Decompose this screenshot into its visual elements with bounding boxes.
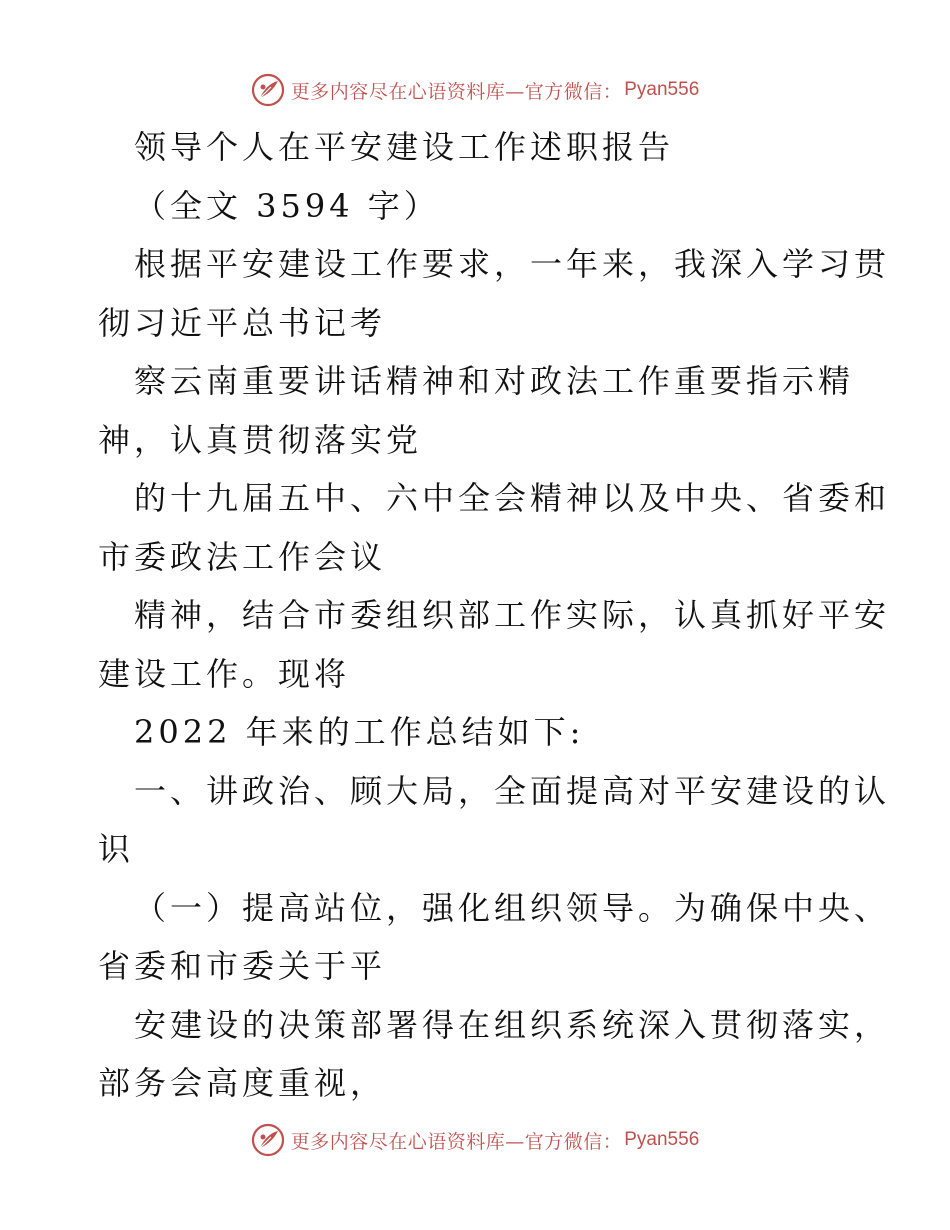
paragraph-line: 根据平安建设工作要求，一年来，我深入学习贯 (134, 245, 891, 283)
paragraph-line: 省委和市委关于平 (98, 947, 387, 985)
header-banner-wechat-id: Pyan556 (624, 79, 700, 100)
paragraph-line: 部务会高度重视， (98, 1064, 387, 1102)
footer-banner-wechat-id: Pyan556 (624, 1129, 700, 1150)
section-heading-continued: 识 (98, 830, 135, 868)
doc-title: 领导个人在平安建设工作述职报告 (134, 128, 675, 166)
feather-pen-logo-icon (251, 73, 285, 107)
document-body (98, 118, 891, 1113)
feather-pen-logo-icon (251, 1123, 285, 1157)
paragraph-line: 市委政法工作会议 (98, 537, 387, 576)
paragraph-line: 建设工作。现将 (98, 654, 351, 693)
subsection-heading: （一）提高站位，强化组织领导。为确保中央、 (134, 888, 891, 927)
paragraph-line: 神，认真贯彻落实党 (98, 420, 423, 459)
paragraph-line: 安建设的决策部署得在组织系统深入贯彻落实， (134, 1005, 891, 1044)
header-banner-text: 更多内容尽在心语资料库—官方微信： (290, 80, 623, 103)
section-heading: 一、讲政治、顾大局，全面提高对平安建设的认 (134, 771, 891, 810)
footer-banner-text: 更多内容尽在心语资料库—官方微信： (290, 1130, 623, 1153)
paragraph-line: 的十九届五中、六中全会精神以及中央、省委和 (134, 479, 891, 517)
paragraph-line: 2022 年来的工作总结如下: (134, 713, 585, 751)
footer-banner (0, 1120, 950, 1160)
doc-word-count: （全文 3594 字） (134, 186, 440, 225)
paragraph-line: 精神，结合市委组织部工作实际，认真抓好平安 (134, 596, 891, 634)
paragraph-line: 察云南重要讲话精神和对政法工作重要指示精 (134, 362, 855, 400)
paragraph-line: 彻习近平总书记考 (98, 303, 387, 342)
header-banner (0, 70, 950, 110)
